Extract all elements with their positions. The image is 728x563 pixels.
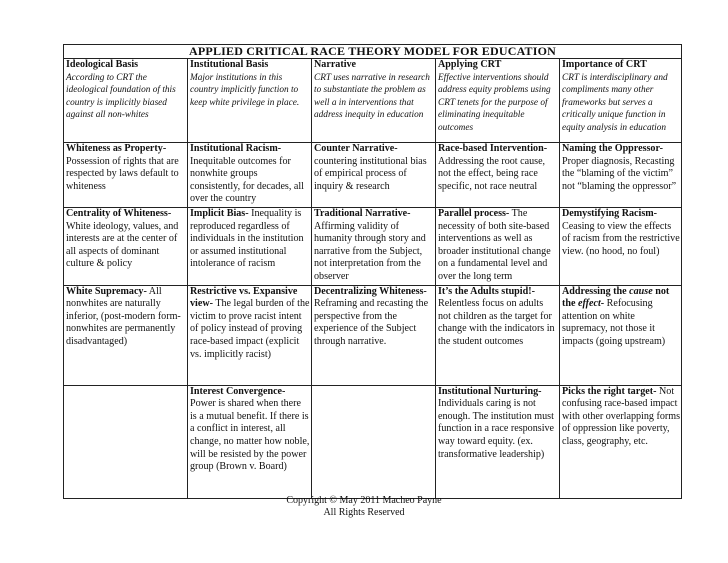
table-cell [312, 207, 436, 285]
cell-body: Individuals caring is not enough. The institution must function in a race responsive way toward equity. (ex. transformative leadership) [438, 398, 555, 460]
cell-title: Traditional Narrative- [314, 207, 411, 219]
table-row [64, 143, 682, 208]
header-cell [188, 59, 312, 143]
table-row [64, 207, 682, 285]
cell-body: Ceasing to view the effects of racism from the restrictive view. (no hood, no foul) [562, 220, 680, 257]
cell-title: Naming the Oppressor- [562, 143, 663, 154]
cell-body: Possession of rights that are respected by laws default to whiteness [66, 155, 179, 192]
table-cell [560, 207, 682, 285]
cell-title: White Supremacy- [66, 285, 147, 297]
cell-title: Race-based Intervention- [438, 143, 548, 154]
cell-title: It’s the Adults stupid!- [438, 285, 535, 297]
cell-body: White ideology, values, and interests are at the center of all aspects of dominant culture & policy [66, 220, 179, 270]
table-cell [436, 207, 560, 285]
header-desc: Effective interventions should address equity problems using CRT tenets for the purpose of eliminating inequitable outcomes [438, 72, 551, 133]
empty-cell [312, 385, 436, 498]
cell-title: Implicit Bias- [190, 207, 249, 219]
cell-body: Inequality is reproduced regardless of individuals in the institution or assumed institutional intolerance of racism [190, 207, 304, 270]
header-desc: Major institutions in this country implicitly function to keep white privilege in place. [190, 72, 300, 108]
table-cell [312, 285, 436, 385]
cell-title: Whiteness as Property- [66, 143, 167, 154]
table-cell [64, 285, 188, 385]
cell-body: Refocusing attention on white supremacy, not those it impacts (going upstream) [562, 298, 666, 347]
header-cell [436, 59, 560, 143]
cell-title: Institutional Racism- [190, 143, 282, 154]
cell-title: Interest Convergence- [190, 385, 286, 397]
table-row [64, 385, 682, 498]
empty-cell [64, 385, 188, 498]
table-cell [64, 207, 188, 285]
cell-title: Demystifying Racism- [562, 207, 658, 219]
header-title: Importance of CRT [562, 59, 647, 70]
rights-line: All Rights Reserved [323, 507, 405, 518]
cell-title-emphasis: effect [577, 298, 601, 310]
cell-title: Counter Narrative- [314, 143, 398, 154]
cell-body: Power is shared when there is a mutual benefit. If there is a conflict in interest, all change, no matter how noble, will be resisted by the power group (Brown v. Board) [190, 398, 310, 473]
table-cell [560, 385, 682, 498]
header-title: Applying CRT [438, 59, 502, 70]
crt-model-sheet [63, 44, 682, 499]
table-cell [560, 285, 682, 385]
table-cell [188, 207, 312, 285]
cell-title: Picks the right target- [562, 385, 657, 397]
cell-body: The necessity of both site-based interventions as well as broader institutional change on a fundamental level and over the long term [438, 207, 551, 282]
table-cell [188, 385, 312, 498]
copyright-footer [0, 495, 728, 519]
cell-body: The legal burden of the victim to prove racist intent of policy instead of proving race-based impact (explicit vs. implicitly racist) [190, 298, 310, 360]
cell-title-part: Addressing the [562, 285, 630, 297]
cell-body: Inequitable outcomes for nonwhite groups consistently, for decades, all over the country [190, 155, 304, 205]
header-desc: According to CRT the ideological foundation of this country is implicitly biased against all non-whites [66, 72, 176, 121]
table-cell [188, 143, 312, 208]
cell-body: Relentless focus on adults not children as the target for change with the indicators in the student outcomes [438, 298, 555, 347]
table-cell [188, 285, 312, 385]
copyright-line: Copyright © May 2011 Macheo Payne [286, 495, 442, 506]
cell-body: Proper diagnosis, Recasting the “blaming of the victim” not “blaming the oppressor” [562, 155, 677, 192]
header-cell [560, 59, 682, 143]
header-title: Narrative [314, 59, 357, 70]
header-desc: CRT is interdisciplinary and compliments many other frameworks but serves a critically unique function in equity analysis in education [562, 72, 668, 133]
cell-title-emphasis: cause [629, 285, 653, 297]
crt-model-table [63, 44, 682, 499]
table-cell [312, 143, 436, 208]
header-title: Ideological Basis [66, 59, 139, 70]
table-title: APPLIED CRITICAL RACE THEORY MODEL FOR EDUCATION [64, 45, 682, 59]
cell-body: Addressing the root cause, not the effect, being race specific, not race neutral [438, 155, 546, 192]
header-title: Institutional Basis [190, 59, 269, 70]
header-cell [312, 59, 436, 143]
cell-body: All nonwhites are naturally inferior, (post-modern form- nonwhites are permanently disadvantaged) [66, 285, 181, 347]
table-cell [436, 285, 560, 385]
cell-title-part: - [600, 298, 605, 310]
cell-title: Parallel process- [438, 207, 510, 219]
table-cell [436, 143, 560, 208]
header-desc: CRT uses narrative in research to substantiate the problem as well a in interventions that address inequity in education [314, 72, 430, 121]
table-cell [560, 143, 682, 208]
table-row [64, 285, 682, 385]
cell-title-part: not the [562, 285, 670, 310]
header-row [64, 59, 682, 143]
cell-body: Not confusing race-based impact with other overlapping forms of oppression like poverty, class, geography, etc. [562, 385, 681, 447]
cell-title: Centrality of Whiteness- [66, 207, 172, 219]
cell-body: Reframing and recasting the perspective from the experience of the Subject through narrative. [314, 298, 429, 347]
cell-body: countering institutional bias of empirical process of inquiry & research [314, 155, 427, 192]
header-cell [64, 59, 188, 143]
cell-title: Restrictive vs. Expansive view- [190, 285, 298, 310]
table-cell [436, 385, 560, 498]
cell-title: Institutional Nurturing- [438, 385, 542, 397]
cell-title: Decentralizing Whiteness- [314, 285, 427, 297]
table-cell [64, 143, 188, 208]
cell-body: Affirming validity of humanity through story and narrative from the Subject, not interpretation from the observer [314, 220, 426, 282]
